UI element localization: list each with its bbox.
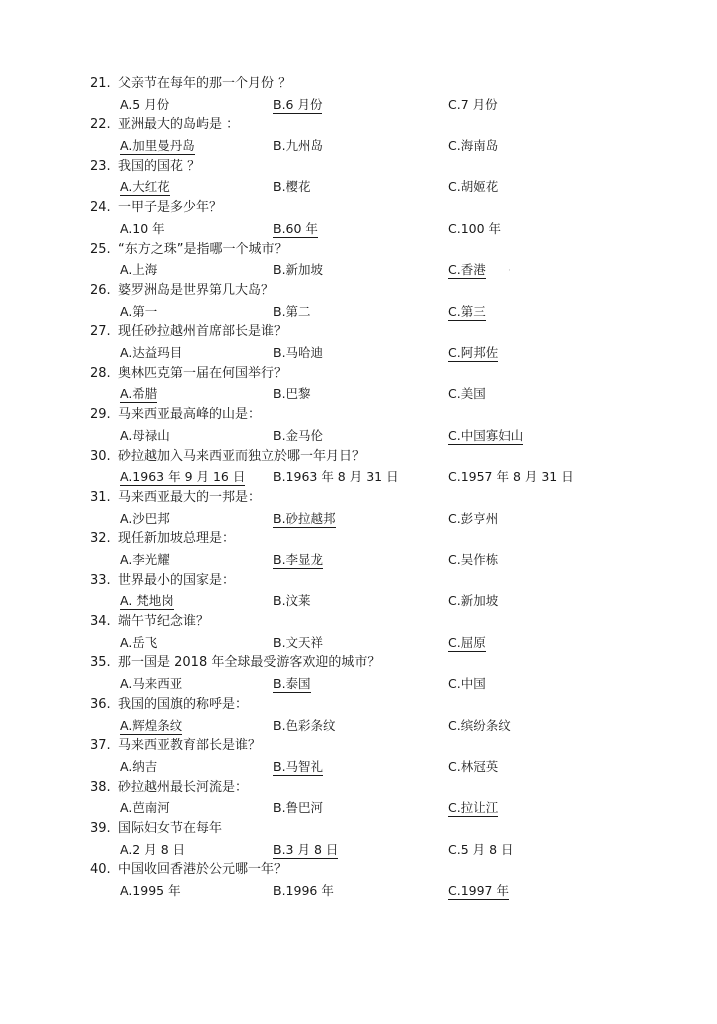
option-b (273, 302, 311, 323)
option-c-correct-answer (448, 343, 498, 364)
option-a-correct-answer (120, 467, 245, 488)
options-row (90, 302, 650, 323)
options-row (90, 219, 650, 240)
option-c (448, 177, 498, 198)
option-a-correct-answer (120, 716, 182, 737)
option-a (120, 260, 157, 281)
question-line (90, 405, 650, 426)
option-label: C.屈原 (448, 634, 486, 650)
option-label: B.汶莱 (273, 593, 311, 609)
option-c (448, 591, 498, 612)
question-item (90, 281, 650, 322)
option-label: C.中国 (448, 676, 486, 692)
question-number: 25. (90, 241, 111, 257)
question-text: 我国的国旗的称呼是： (118, 696, 249, 712)
option-label: A.纳吉 (120, 758, 158, 774)
option-label: B.3 月 8 日 (273, 841, 339, 857)
question-text: 国际妇女节在每年 (118, 821, 223, 837)
option-a (120, 798, 170, 819)
question-item (90, 405, 650, 446)
options-row (90, 633, 650, 654)
question-text: “东方之珠”是指哪一个城市？ (118, 241, 288, 257)
option-label: A.希腊 (120, 386, 158, 402)
option-b (273, 426, 323, 447)
scan-speck: · (508, 266, 511, 276)
question-item (90, 115, 650, 156)
question-text: 一甲子是多少年？ (118, 200, 223, 216)
option-label: A.大红花 (120, 179, 170, 195)
option-b (273, 260, 323, 281)
question-text: 砂拉越州最长河流是： (118, 779, 249, 795)
question-line (90, 488, 650, 509)
option-label: B.第二 (273, 303, 311, 319)
option-label: C.7 月份 (448, 96, 498, 112)
question-item (90, 364, 650, 405)
option-a (120, 95, 169, 116)
option-a (120, 509, 170, 530)
question-line (90, 571, 650, 592)
option-label: A.1995 年 (120, 883, 181, 899)
option-c (448, 674, 486, 695)
question-line (90, 364, 650, 385)
question-item (90, 695, 650, 736)
options-row (90, 343, 650, 364)
options-row (90, 674, 650, 695)
option-label: C.中国寡妇山 (448, 427, 524, 443)
option-label: B.马智礼 (273, 758, 324, 774)
option-c-correct-answer (448, 881, 509, 902)
option-b-correct-answer (273, 95, 322, 116)
question-list (90, 74, 650, 902)
option-label: A.李光耀 (120, 551, 170, 567)
question-text: 那一国是 2018 年全球最受游客欢迎的城市？ (118, 655, 381, 671)
option-c (448, 136, 498, 157)
options-row (90, 716, 650, 737)
option-label: A.马来西亚 (120, 676, 183, 692)
question-item (90, 653, 650, 694)
option-c (448, 219, 501, 240)
options-row (90, 260, 650, 281)
option-label: C.彭亨州 (448, 510, 499, 526)
option-b (273, 716, 336, 737)
option-b (273, 591, 311, 612)
question-line (90, 115, 650, 136)
question-line (90, 736, 650, 757)
option-a-correct-answer (120, 591, 174, 612)
option-a-correct-answer (120, 136, 195, 157)
option-b-correct-answer (273, 550, 323, 571)
option-label: C.5 月 8 日 (448, 841, 514, 857)
option-c (448, 384, 486, 405)
option-a-correct-answer (120, 177, 170, 198)
question-item (90, 860, 650, 901)
option-label: C.海南岛 (448, 138, 499, 154)
question-number: 37. (90, 738, 111, 754)
question-item (90, 819, 650, 860)
option-b (273, 798, 323, 819)
option-label: A.辉煌条纹 (120, 717, 183, 733)
option-label: B.新加坡 (273, 262, 324, 278)
option-a (120, 881, 181, 902)
options-row (90, 467, 650, 488)
question-item (90, 322, 650, 363)
question-number: 36. (90, 696, 111, 712)
question-text: 端午节纪念谁？ (118, 614, 210, 630)
question-item (90, 778, 650, 819)
option-a (120, 550, 170, 571)
option-label: C.阿邦佐 (448, 345, 499, 361)
option-label: A.芭南河 (120, 800, 170, 816)
option-b (273, 177, 311, 198)
question-text: 现任砂拉越州首席部长是谁？ (118, 324, 288, 340)
option-c (448, 550, 498, 571)
options-row (90, 881, 650, 902)
option-c-correct-answer (448, 798, 498, 819)
question-number: 35. (90, 655, 111, 671)
option-a (120, 302, 157, 323)
question-line (90, 819, 650, 840)
option-b (273, 467, 399, 488)
option-c-correct-answer (448, 633, 486, 654)
option-label: B.金马伦 (273, 427, 324, 443)
option-label: B.1996 年 (273, 883, 334, 899)
question-text: 砂拉越加入马来西亚而独立於哪一年月日？ (118, 448, 366, 464)
question-number: 39. (90, 821, 111, 837)
option-label: A.1963 年 9 月 16 日 (120, 469, 246, 485)
question-number: 26. (90, 282, 111, 298)
option-label: B.巴黎 (273, 386, 311, 402)
question-text: 我国的国花 ？ (118, 158, 201, 174)
option-label: C.第三 (448, 303, 486, 319)
option-c (448, 509, 498, 530)
option-label: A.5 月份 (120, 96, 170, 112)
option-label: A.上海 (120, 262, 158, 278)
question-number: 31. (90, 489, 111, 505)
option-b (273, 343, 323, 364)
option-b (273, 881, 334, 902)
option-label: C.100 年 (448, 220, 502, 236)
options-row (90, 550, 650, 571)
question-line (90, 447, 650, 468)
option-c (448, 716, 511, 737)
question-item (90, 529, 650, 570)
question-number: 29. (90, 407, 111, 423)
option-label: B.九州岛 (273, 138, 324, 154)
question-text: 中国收回香港於公元哪一年？ (118, 862, 288, 878)
option-b-correct-answer (273, 757, 323, 778)
question-number: 24. (90, 200, 111, 216)
question-item (90, 612, 650, 653)
question-text: 世界最小的国家是： (118, 572, 236, 588)
question-line (90, 612, 650, 633)
option-label: A.第一 (120, 303, 158, 319)
question-number: 27. (90, 324, 111, 340)
options-row (90, 177, 650, 198)
question-number: 32. (90, 531, 111, 547)
option-label: B.1963 年 8 月 31 日 (273, 469, 399, 485)
option-label: B.6 月份 (273, 96, 323, 112)
question-number: 30. (90, 448, 111, 464)
question-number: 34. (90, 614, 111, 630)
option-b-correct-answer (273, 509, 336, 530)
option-b (273, 136, 323, 157)
option-b-correct-answer (273, 840, 338, 861)
option-a (120, 426, 170, 447)
question-line (90, 860, 650, 881)
question-line (90, 695, 650, 716)
option-a (120, 633, 157, 654)
question-item (90, 74, 650, 115)
option-a (120, 343, 182, 364)
option-label: C.1997 年 (448, 883, 509, 899)
option-c-correct-answer (448, 302, 486, 323)
option-label: C.林冠英 (448, 758, 499, 774)
option-label: C.吴作栋 (448, 551, 499, 567)
question-number: 23. (90, 158, 111, 174)
question-line (90, 653, 650, 674)
question-line (90, 281, 650, 302)
option-label: A. 梵地岗 (120, 593, 174, 609)
option-c-correct-answer (448, 260, 486, 281)
question-text: 马来西亚最高峰的山是： (118, 407, 262, 423)
option-c (448, 757, 498, 778)
options-row (90, 384, 650, 405)
question-line (90, 529, 650, 550)
option-a (120, 674, 182, 695)
question-item (90, 488, 650, 529)
option-label: A.10 年 (120, 220, 165, 236)
question-line (90, 322, 650, 343)
question-item (90, 447, 650, 488)
option-label: A.母禄山 (120, 427, 170, 443)
option-label: B.色彩条纹 (273, 717, 336, 733)
option-label: B.60 年 (273, 220, 318, 236)
option-b (273, 633, 323, 654)
question-text: 父亲节在每年的那一个月份 ？ (118, 76, 292, 91)
options-row (90, 95, 650, 116)
option-label: B.泰国 (273, 676, 311, 692)
question-number: 22. (90, 117, 111, 133)
question-line (90, 157, 650, 178)
option-a (120, 757, 157, 778)
option-a-correct-answer (120, 384, 157, 405)
question-number: 21. (90, 76, 111, 91)
option-label: C.1957 年 8 月 31 日 (448, 469, 574, 485)
options-row (90, 426, 650, 447)
option-b-correct-answer (273, 219, 318, 240)
question-item (90, 571, 650, 612)
options-row (90, 591, 650, 612)
option-label: C.新加坡 (448, 593, 499, 609)
question-item (90, 157, 650, 198)
option-a (120, 219, 165, 240)
option-label: B.李显龙 (273, 551, 324, 567)
question-item (90, 198, 650, 239)
question-text: 马来西亚教育部长是谁？ (118, 738, 262, 754)
question-text: 亚洲最大的岛屿是 ： (118, 117, 240, 133)
question-line (90, 198, 650, 219)
question-item (90, 240, 650, 281)
option-a (120, 840, 185, 861)
option-label: B.樱花 (273, 179, 311, 195)
option-c (448, 467, 574, 488)
option-label: A.岳飞 (120, 634, 158, 650)
question-text: 奥林匹克第一届在何国举行？ (118, 365, 288, 381)
option-label: B.鲁巴河 (273, 800, 324, 816)
question-number: 28. (90, 365, 111, 381)
option-label: A.2 月 8 日 (120, 841, 186, 857)
option-b-correct-answer (273, 674, 311, 695)
option-c (448, 95, 498, 116)
option-b (273, 384, 311, 405)
option-c (448, 840, 514, 861)
options-row (90, 509, 650, 530)
question-number: 40. (90, 862, 111, 878)
question-line (90, 240, 650, 261)
option-label: B.文天祥 (273, 634, 324, 650)
question-text: 马来西亚最大的一邦是： (118, 489, 262, 505)
option-label: C.缤纷条纹 (448, 717, 511, 733)
question-item (90, 736, 650, 777)
question-number: 38. (90, 779, 111, 795)
option-label: B.砂拉越邦 (273, 510, 336, 526)
options-row (90, 798, 650, 819)
option-label: B.马哈迪 (273, 345, 324, 361)
option-label: C.香港 (448, 262, 486, 278)
option-label: C.拉让江 (448, 800, 499, 816)
question-line (90, 778, 650, 799)
option-label: A.沙巴邦 (120, 510, 170, 526)
option-label: A.达益玛目 (120, 345, 183, 361)
option-label: C.胡姬花 (448, 179, 499, 195)
option-c-correct-answer (448, 426, 523, 447)
question-number: 33. (90, 572, 111, 588)
question-text: 婆罗洲岛是世界第几大岛？ (118, 282, 275, 298)
options-row (90, 757, 650, 778)
question-line (90, 74, 650, 95)
question-text: 现任新加坡总理是： (118, 531, 236, 547)
option-label: C.美国 (448, 386, 486, 402)
options-row (90, 840, 650, 861)
option-label: A.加里曼丹岛 (120, 138, 195, 154)
options-row (90, 136, 650, 157)
